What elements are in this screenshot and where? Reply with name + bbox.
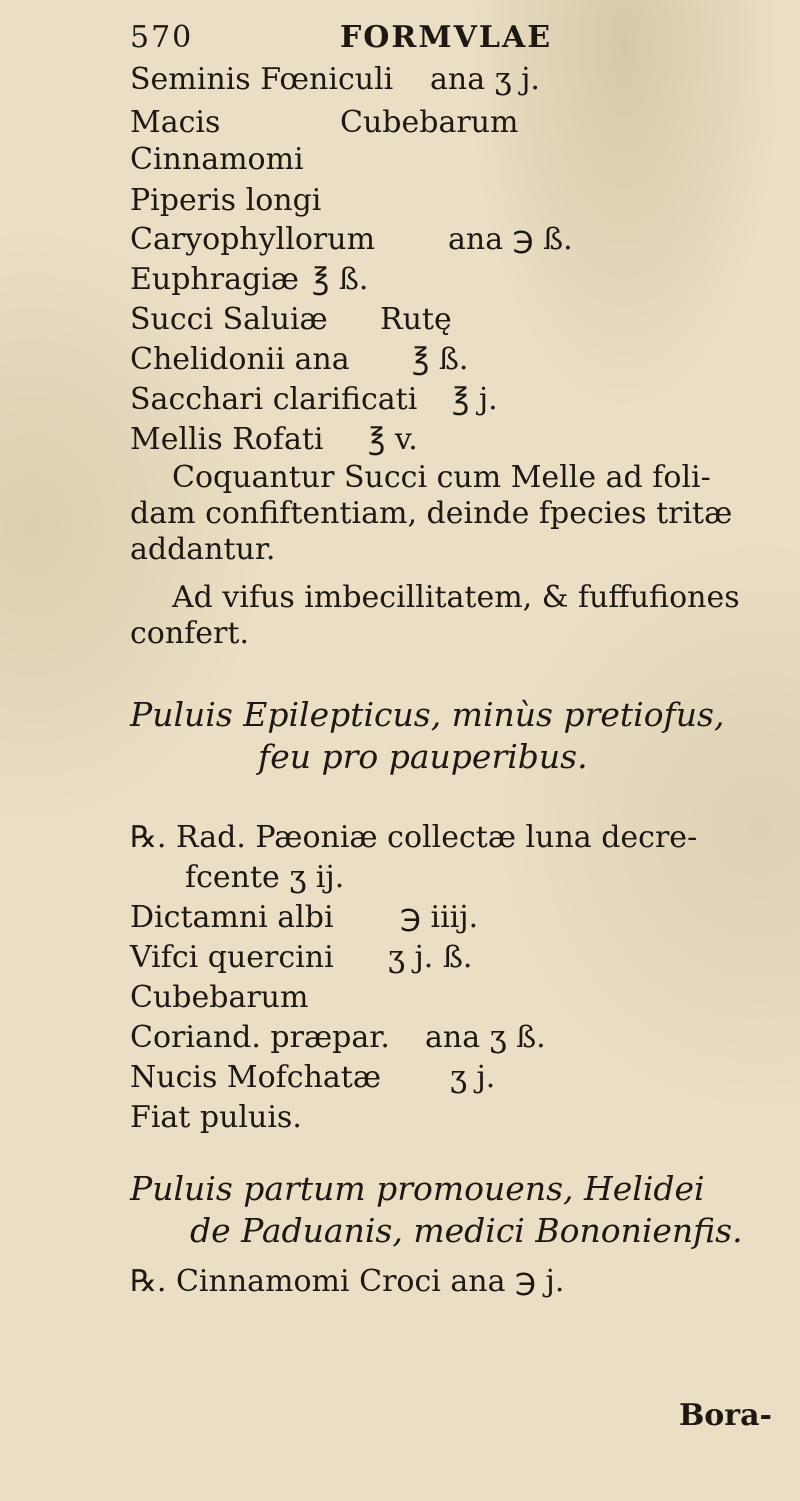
heading-line: feu pro pauperibus. xyxy=(258,737,588,776)
heading-line: Puluis partum promouens, Helidei xyxy=(130,1169,705,1208)
ingredient-name: Mellis Rofati xyxy=(130,422,324,457)
ingredient-name: Vifci quercini xyxy=(130,940,334,975)
ingredient-quantity: ℥ ß. xyxy=(412,342,469,377)
ingredient-quantity: ana ʒ ß. xyxy=(425,1020,546,1055)
ingredient-name: Dictamni albi xyxy=(130,900,334,935)
recipe-line xyxy=(130,980,308,1016)
recipe-line xyxy=(130,183,321,219)
recipe-line xyxy=(130,1100,302,1136)
ingredient-name: Coriand. præpar. xyxy=(130,1020,390,1055)
ingredient-quantity: ʒ j. xyxy=(450,1060,496,1095)
heading-line: Puluis Epilepticus, minùs pretiofus, xyxy=(130,695,725,734)
ingredient-name: Cinnamomi xyxy=(130,142,304,177)
ingredient-name: Euphragiæ xyxy=(130,262,299,297)
preparation-paragraph: Coquantur Succi cum Melle ad foli-dam confiftentiam, deinde fpecies tritæ addantur. xyxy=(130,460,733,567)
recipe-line xyxy=(130,382,498,418)
recipe-line xyxy=(130,222,573,258)
ingredient-name: Caryophyllorum xyxy=(130,222,376,257)
ingredient-name: Succi Saluiæ xyxy=(130,302,328,337)
recipe-line xyxy=(130,900,479,936)
ingredient-name: Rutę xyxy=(380,302,452,337)
recipe-line xyxy=(130,105,519,141)
recipe-line: ℞. Rad. Pæoniæ collectæ luna decre- xyxy=(130,820,698,855)
recipe-line xyxy=(130,302,452,338)
recipe-line: fcente ʒ ij. xyxy=(185,860,345,895)
usage-paragraph: Ad vifus imbecillitatem, & fuffufiones confert. xyxy=(130,580,740,651)
page-header xyxy=(130,20,690,60)
running-title: FORMVLAE xyxy=(340,20,553,55)
ingredient-name: Piperis longi xyxy=(130,183,322,218)
ingredient-quantity: ana ℈ ß. xyxy=(448,222,573,257)
ingredient-name: Nucis Mofchatæ xyxy=(130,1060,382,1095)
ingredient-quantity: ana ʒ j. xyxy=(430,62,540,97)
ingredient-name: Cubebarum xyxy=(340,105,519,140)
recipe-heading-1 xyxy=(130,694,770,778)
ingredient-quantity: ℈ iiij. xyxy=(400,900,479,935)
recipe-line xyxy=(130,1060,496,1096)
recipe-heading-2 xyxy=(130,1168,770,1252)
recipe-line xyxy=(130,1020,546,1056)
page-number: 570 xyxy=(130,20,194,55)
catchword: Bora- xyxy=(678,1398,772,1433)
ingredient-name: Macis xyxy=(130,105,221,140)
recipe-line xyxy=(130,262,369,298)
recipe-line: ℞. Cinnamomi Croci ana ℈ j. xyxy=(130,1264,565,1299)
recipe-line xyxy=(130,342,469,378)
recipe-line xyxy=(130,62,540,98)
heading-line: de Paduanis, medici Bononienfis. xyxy=(190,1211,743,1250)
ingredient-quantity: ℥ ß. xyxy=(312,262,369,297)
ingredient-name: Sacchari clarificati xyxy=(130,382,418,417)
ingredient-quantity: ʒ j. ß. xyxy=(388,940,473,975)
recipe-line xyxy=(130,142,304,178)
ingredient-name: Cubebarum xyxy=(130,980,309,1015)
ingredient-name: Seminis Fœniculi xyxy=(130,62,394,97)
ingredient-name: Chelidonii ana xyxy=(130,342,350,377)
ingredient-quantity: ℥ v. xyxy=(368,422,418,457)
instruction-text: Fiat puluis. xyxy=(130,1100,302,1135)
recipe-line xyxy=(130,422,418,458)
recipe-line xyxy=(130,940,473,976)
ingredient-quantity: ℥ j. xyxy=(452,382,498,417)
